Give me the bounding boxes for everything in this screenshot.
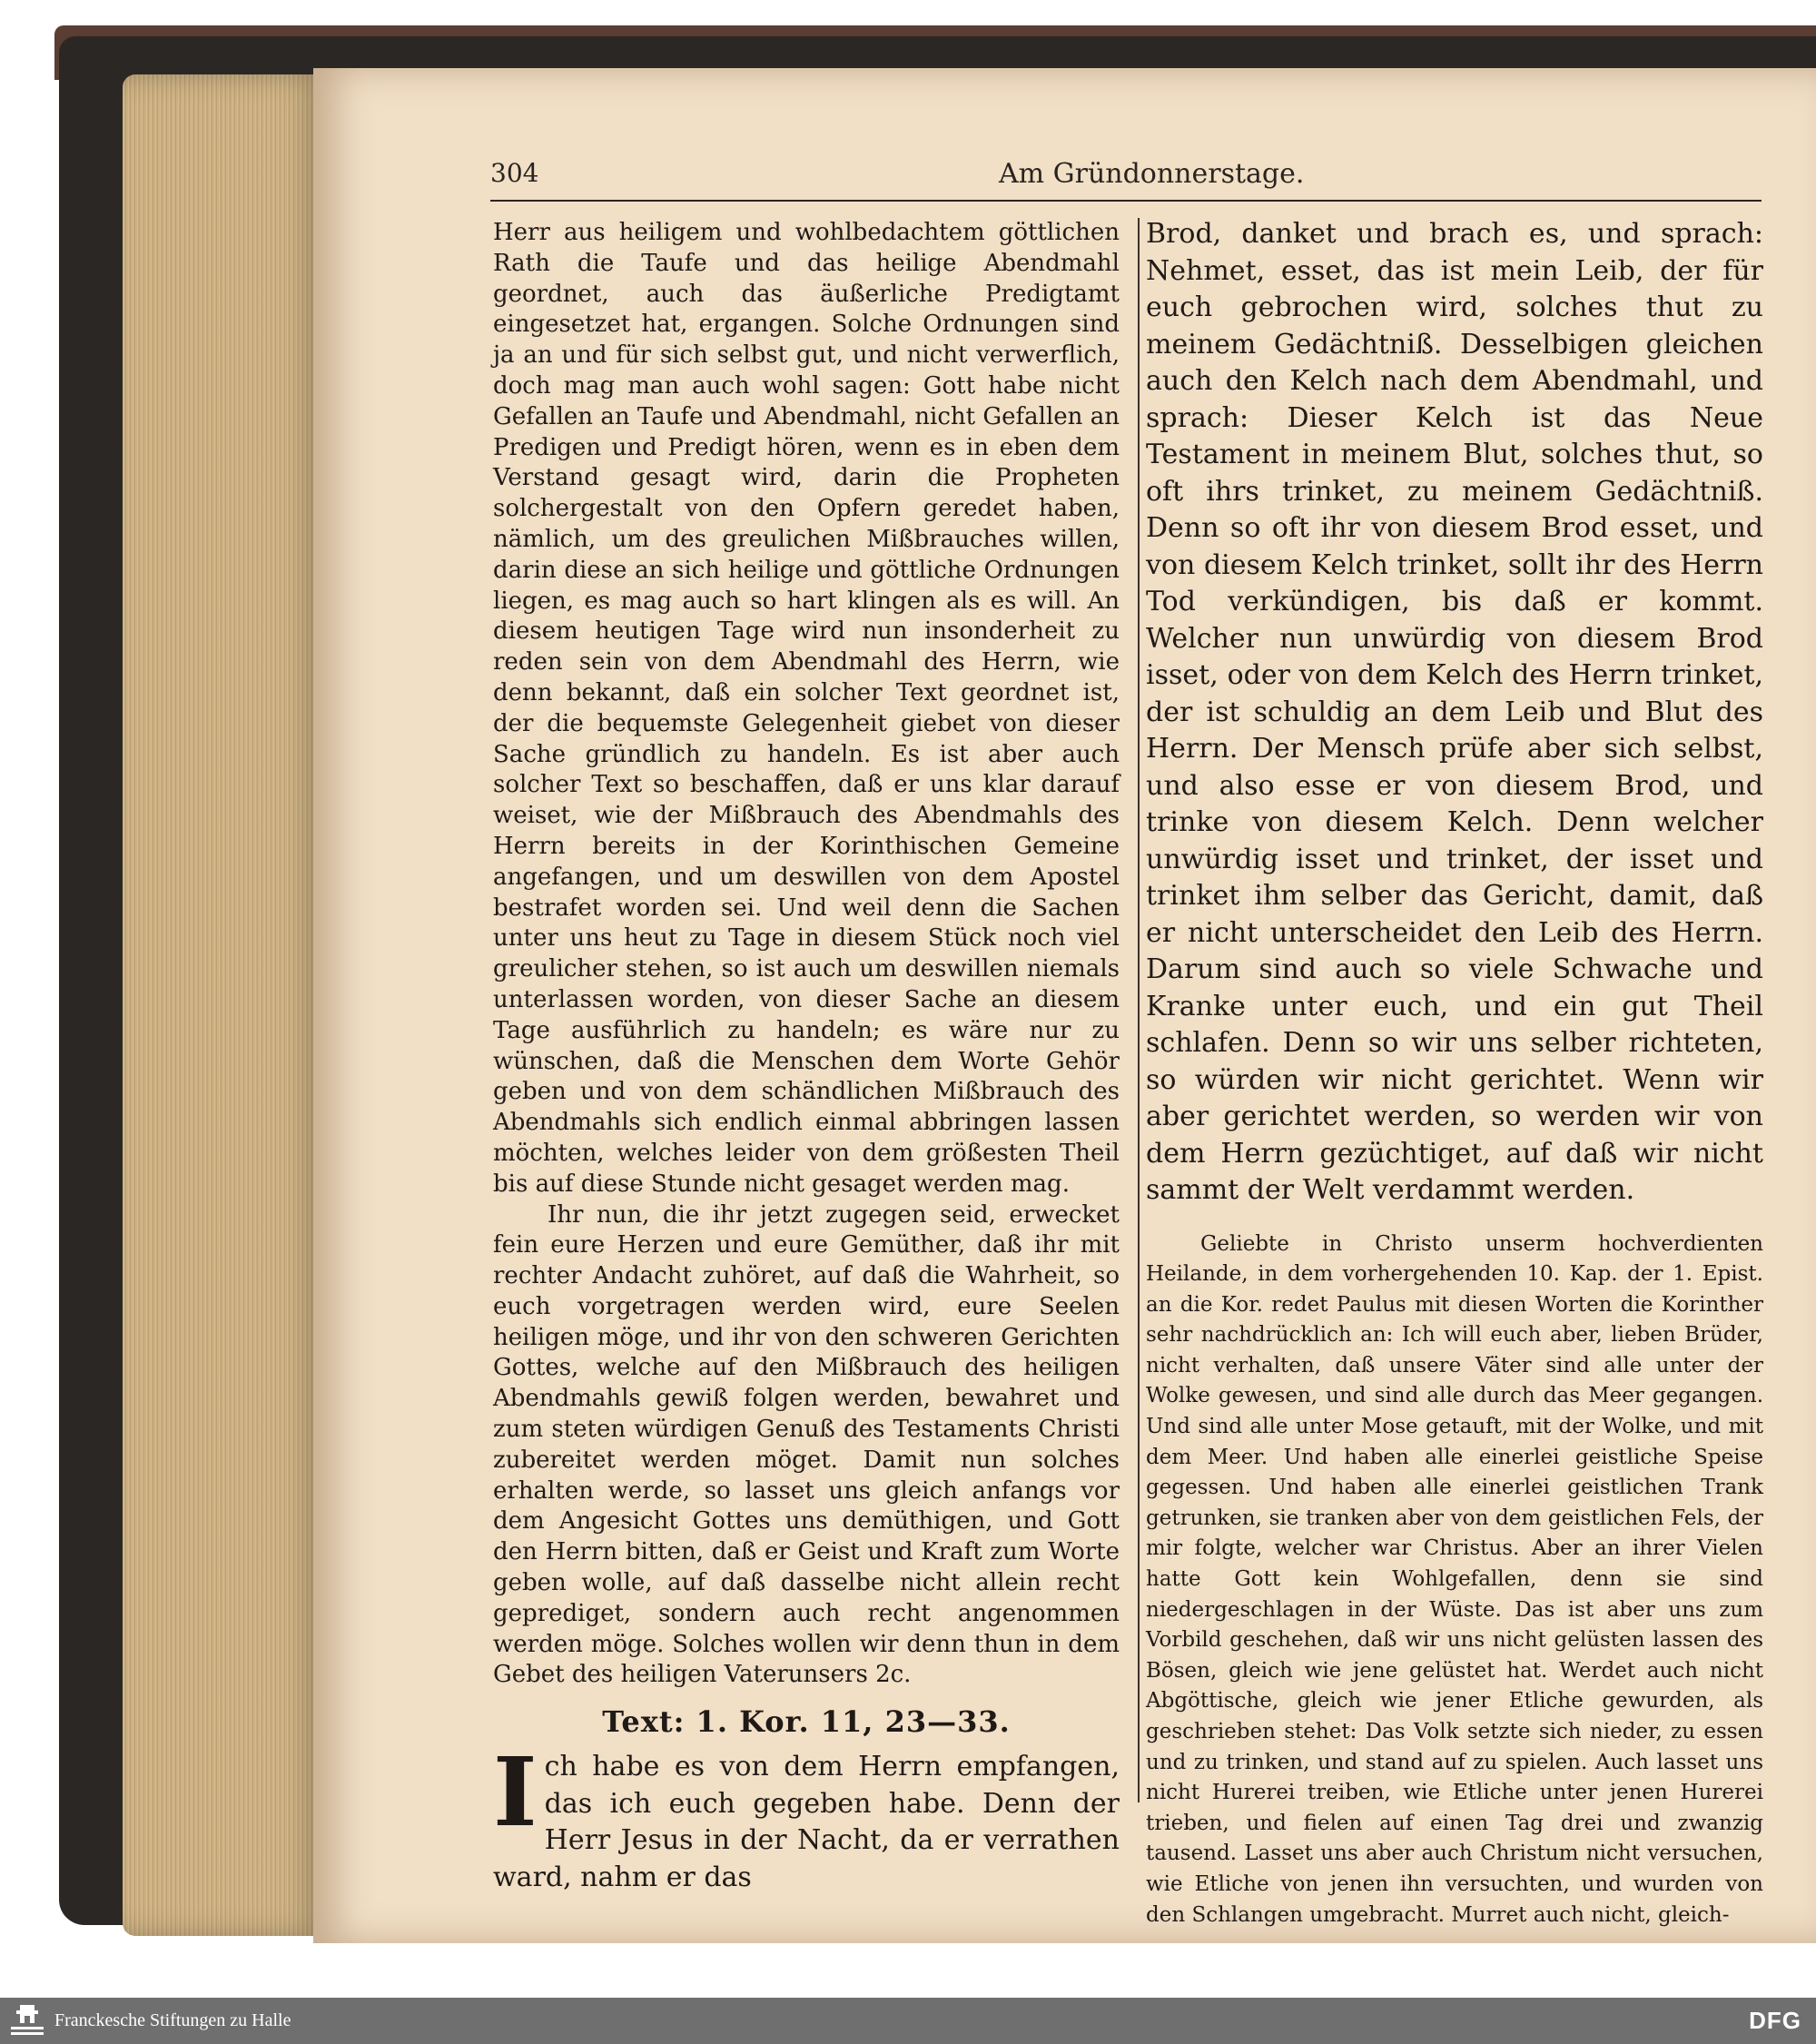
left-column <box>493 218 1120 1896</box>
franckesche-logo-icon <box>7 2003 47 2039</box>
column-divider <box>1138 218 1140 1802</box>
viewer-footer <box>0 1998 1816 2044</box>
right-column <box>1146 216 1763 1930</box>
scripture-continuation: Brod, danket und brach es, und sprach: Nehmet, esset, das ist mein Leib, der für euch gebrochen wird, solches thut zu meinem Gedächtniß. Desselbigen gleichen auch den Kelch nach dem Abendmahl, und sprach: Dieser Kelch ist das Neue Testament in meinem Blut, solches thut, so oft ihrs trinket, zu meinem Gedächtniß. Denn so oft ihr von diesem Brod esset, und von diesem Kelch trinket, sollt ihr des Herrn Tod verkündigen, bis daß er kommt. Welcher nun unwürdig von diesem Brod isset, oder von dem Kelch des Herrn trinket, der ist schuldig an dem Leib und Blut des Herrn. Der Mensch prüfe aber sich selbst, und also esse er von diesem Brod, und trinke von diesem Kelch. Denn welcher unwürdig isset und trinket, der isset und trinket ihm selber das Gericht, damit, daß er nicht unterscheidet den Leib des Herrn. Darum sind auch so viele Schwache und Kranke unter euch, und ein gut Theil schlafen. Denn so wir uns selber richteten, so würden wir nicht gerichtet. Wenn wir aber gerichtet werden, so werden wir von dem Herrn gezüchtiget, auf daß wir nicht sammt der Welt verdammt werden. <box>1146 218 1763 1206</box>
footer-label[interactable]: Franckesche Stiftungen zu Halle <box>54 2010 291 2030</box>
running-title: Am Gründonnerstage. <box>999 158 1305 190</box>
left-paragraph-2: Ihr nun, die ihr jetzt zugegen seid, erwecket fein eure Herzen und eure Gemüther, daß ihr mit rechter Andacht zuhöret, auf daß die Wahrheit, so euch vorgetragen werden wird, eure Seelen heiligen möge, und ihr von den schweren Gerichten Gottes, welche auf den Mißbrauch des heiligen Abendmahls gewiß folgen werden, bewahret und zum steten würdigen Genuß des Testaments Christi zubereitet werden möget. Damit nun solches erhalten werde, so lasset uns gleich anfangs vor dem Angesicht Gottes uns demüthigen, und Gott den Herrn bitten, daß er Geist und Kraft zum Worte geben wolle, auf daß dasselbe nicht allein recht geprediget, sondern auch recht angenommen werden möge. Solches wollen wir denn thun in dem Gebet des heiligen Vaterunsers 2c. <box>493 1200 1120 1689</box>
page-number: 304 <box>490 158 539 188</box>
right-paragraph-2: Geliebte in Christo unserm hochverdienten Heilande, in dem vorhergehenden 10. Kap. der 1. Epist. an die Kor. redet Paulus mit diesen Worten die Korinther sehr nachdrücklich an: Ich will euch aber, lieben Brüder, nicht verhalten, daß unsere Väter sind alle unter der Wolke gewesen, und sind alle durch das Meer gegangen. Und sind alle unter Mose getauft, mit der Wolke, und mit dem Meer. Und haben alle einerlei geistliche Speise gegessen. Und haben alle einerlei geistlichen Trank getrunken, sie tranken aber von dem geistlichen Fels, der mir folgte, welcher war Christus. Aber an ihrer Vielen hatte Gott kein Wohlgefallen, denn sie sind niedergeschlagen in der Wüste. Das ist aber uns zum Vorbild geschehen, daß wir uns nicht gelüsten lassen des Bösen, gleich wie jene gelüstet hat. Werdet auch nicht Abgöttische, gleich wie jener Etliche gewurden, als geschrieben stehet: Das Volk setzte sich nieder, zu essen und zu trinken, und stand auf zu spielen. Auch lasset uns nicht Hurerei treiben, wie Etliche unter jenen Hurerei trieben, und fielen auf einen Tag drei und zwanzig tausend. Lasset uns aber auch Christum nicht versuchen, wie Etliche von jenen ihn versuchten, und wurden von den Schlangen umgebracht. Murret auch nicht, gleich- <box>1146 1231 1763 1927</box>
text-heading: Text: 1. Kor. 11, 23—33. <box>602 1704 1011 1740</box>
page-edges <box>123 74 327 1936</box>
scripture-start-text: ch habe es von dem Herrn empfangen, das ich euch gegeben habe. Denn der Herr Jesus in der Nacht, da er verrathen ward, nahm er das <box>493 1751 1120 1893</box>
dfg-logo: DFG <box>1749 2007 1801 2034</box>
page-header <box>490 154 1762 202</box>
scripture-start <box>493 1736 1120 1896</box>
left-paragraph-1: Herr aus heiligem und wohlbedachtem göttlichen Rath die Taufe und das heilige Abendmahl geordnet, auch das äußerliche Predigtamt eingesetzet hat, ergangen. Solche Ordnungen sind ja an und für sich selbst gut, und nicht verwerflich, doch mag man auch wohl sagen: Gott habe nicht Gefallen an Taufe und Abendmahl, nicht Gefallen an Predigen und Predigt hören, wenn es in eben dem Verstand gesagt wird, darin die Propheten solchergestalt von den Opfern geredet haben, nämlich, um des greulichen Mißbrauches willen, darin diese an sich heilige und göttliche Ordnungen liegen, es mag auch so hart klingen als es will. An diesem heutigen Tage wird nun insonderheit zu reden sein von dem Abendmahl des Herrn, wie denn bekannt, daß ein solcher Text geordnet ist, der die bequemste Gelegenheit giebet von dieser Sache gründlich zu handeln. Es ist aber auch solcher Text so beschaffen, daß er uns klar darauf weiset, wie der Mißbrauch des Abendmahls des Herrn bereits in der Korinthischen Gemeine angefangen, und um deswillen von dem Apostel bestrafet worden sei. Und weil denn die Sachen unter uns heut zu Tage in diesem Stück noch viel greulicher stehen, so ist auch um deswillen niemals unterlassen worden, von dieser Sache an diesem Tage ausführlich zu handeln; es wäre nur zu wünschen, daß die Menschen dem Worte Gehör geben und von dem schändlichen Mißbrauch des Abendmahls sich endlich einmal abbringen lassen möchten, welches leider von dem größesten Theil bis auf diese Stunde nicht gesaget werden mag. <box>493 219 1120 1198</box>
drop-initial: I <box>493 1736 538 1849</box>
